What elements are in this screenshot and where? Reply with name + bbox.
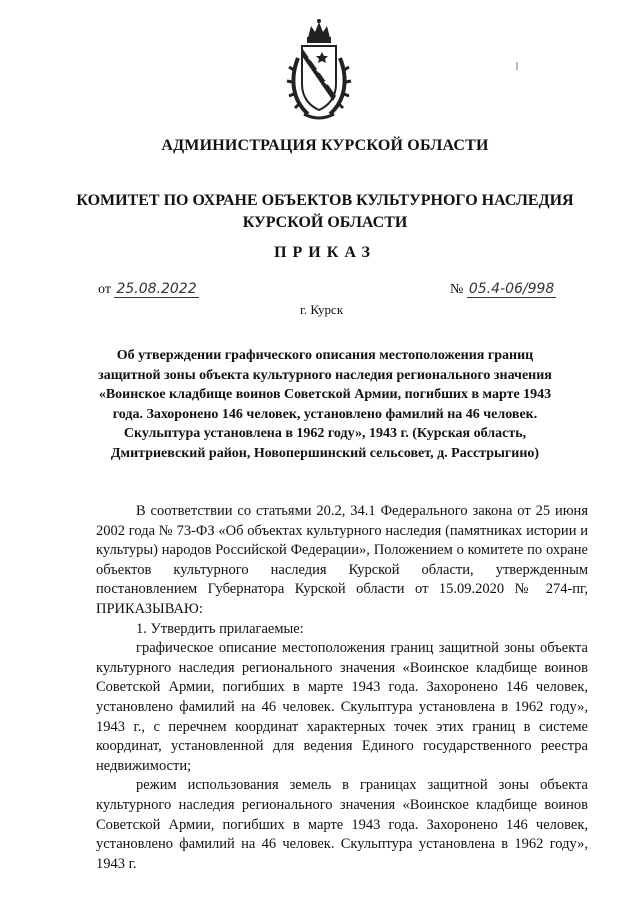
kursk-coat-of-arms-icon bbox=[286, 18, 352, 126]
body-paragraph-1: В соответствии со статьями 20.2, 34.1 Федерального закона от 25 июня 2002 года № 73-ФЗ «Об объектах культурного наследия (памятниках истории и культуры) народов Российской Федерации», Положением о комитете по охране объектов культурного наследия Курской области, утвержденным постановлением Губернатора Курской области от 15.09.2020 № 274-пг, ПРИКАЗЫВАЮ: bbox=[96, 503, 588, 617]
document-body bbox=[96, 502, 588, 874]
order-number bbox=[450, 282, 556, 298]
body-paragraph-3: графическое описание местоположения границ защитной зоны объекта культурного наследия регионального значения «Воинское кладбище воинов Советской Армии, погибших в марте 1943 года. Захоронено 146 человек, установлено фамилий на 46 человек. Скульптура установлена в 1962 году», 1943 г., с перечнем координат характерных точек этих границ в системе координат, установленной для ведения Единого государственного реестра недвижимости; bbox=[96, 640, 588, 774]
committee-heading-line2: КУРСКОЙ ОБЛАСТИ bbox=[242, 214, 408, 231]
committee-heading-line1: КОМИТЕТ ПО ОХРАНЕ ОБЪЕКТОВ КУЛЬТУРНОГО НАСЛЕДИЯ bbox=[76, 192, 574, 209]
date-value: 25.08.2022 bbox=[116, 281, 197, 297]
order-date bbox=[98, 282, 199, 298]
committee-heading bbox=[60, 190, 590, 234]
number-value: 05.4-06/998 bbox=[468, 281, 555, 297]
number-prefix: № bbox=[450, 282, 464, 297]
administration-heading: АДМИНИСТРАЦИЯ КУРСКОЙ ОБЛАСТИ bbox=[161, 137, 489, 154]
order-heading: ПРИКАЗ bbox=[274, 244, 376, 261]
date-prefix: от bbox=[98, 282, 111, 297]
body-paragraph-2: 1. Утвердить прилагаемые: bbox=[136, 620, 304, 637]
body-paragraph-4: режим использования земель в границах защитной зоны объекта культурного наследия регионального значения «Воинское кладбище воинов Советской Армии, погибших в марте 1943 года. Захоронено 146 человек, установлено фамилий на 46 человек. Скульптура установлена в 1962 году», 1943 г. bbox=[96, 777, 588, 872]
document-title: Об утверждении графического описания местоположения границ защитной зоны объекта культурного наследия регионального значения «Воинское кладбище воинов Советской Армии, погибших в марте 1943 года. Захоронено 146 человек, установлено фамилий на 46 человек. Скульптура установлена в 1962 году», 1943 г. (Курская область, Дмитриевский район, Новопершинский сельсовет, д. Расстрыгино) bbox=[98, 348, 552, 461]
scan-mark bbox=[516, 62, 518, 70]
city-label: г. Курск bbox=[300, 302, 344, 317]
